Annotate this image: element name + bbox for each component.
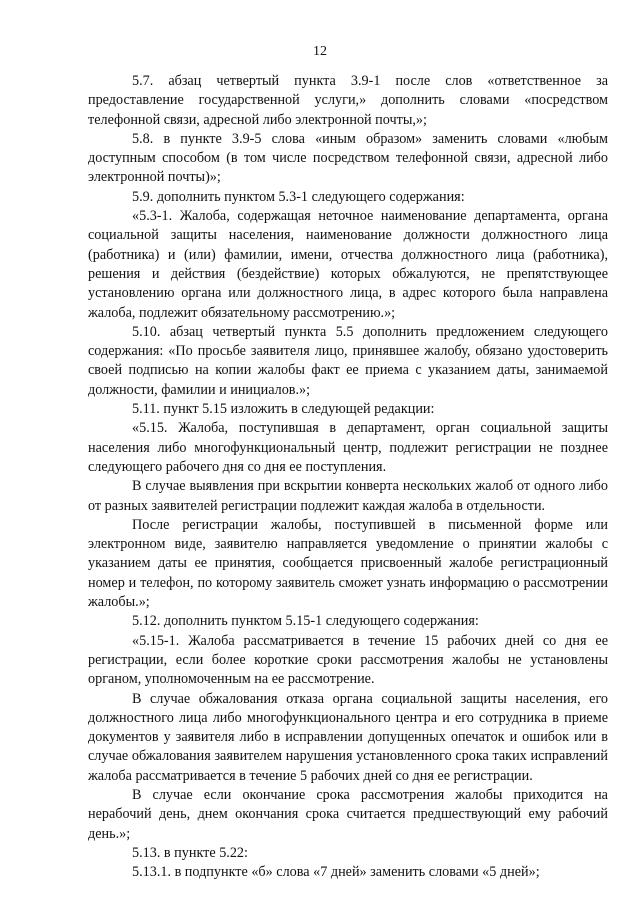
paragraph-multiple-complaints: В случае выявления при вскрытии конверта нескольких жалоб от одного либо от разных заявителей регистрации подлежит каждая жалоба в отдельности. xyxy=(88,478,608,514)
paragraph-5-3-1-quote: «5.3-1. Жалоба, содержащая неточное наименование департамента, органа социальной защиты населения, наименование должности должностного лица (работника) и (или) фамилии, имени, отчества должностного лица (работника), решения и действия (бездействие) которых обжалуются, не препятствующее установлению органа или должностного лица, в адрес которого была направлена жалоба, подлежит обязательному рассмотрению.»; xyxy=(88,208,608,321)
paragraph-5-12: 5.12. дополнить пунктом 5.15-1 следующего содержания: xyxy=(132,613,479,630)
document-body xyxy=(88,72,608,882)
paragraph-5-8: 5.8. в пункте 3.9-5 слова «иным образом» заменить словами «любым доступным способом (в том числе посредством телефонной связи, адресной либо электронной почты)»; xyxy=(88,130,608,186)
paragraph-5-11: 5.11. пункт 5.15 изложить в следующей редакции: xyxy=(132,401,435,418)
paragraph-5-13-1: 5.13.1. в подпункте «б» слова «7 дней» заменить словами «5 дней»; xyxy=(132,864,540,881)
paragraph-refusal-appeal: В случае обжалования отказа органа социальной защиты населения, его должностного лица либо многофункционального центра и его сотрудника в приеме документов у заявителя либо в исправлении допущенных опечаток и ошибок или в случае обжалования заявителем нарушения установленного срока таких исправлений жалоба рассматривается в течение 5 рабочих дней со дня ее регистрации. xyxy=(88,690,608,784)
page-number: 12 xyxy=(313,44,327,59)
paragraph-5-15-quote: «5.15. Жалоба, поступившая в департамент, орган социальной защиты населения либо многофункциональный центр, подлежит регистрации не позднее следующего рабочего дня со дня ее поступления. xyxy=(88,420,608,475)
paragraph-5-7: 5.7. абзац четвертый пункта 3.9-1 после слов «ответственное за предоставление государственной услуги,» дополнить словами «посредством телефонной связи, адресной либо электронной почты,»; xyxy=(88,73,608,128)
paragraph-5-9: 5.9. дополнить пунктом 5.3-1 следующего содержания: xyxy=(132,188,465,205)
paragraph-non-working-day: В случае если окончание срока рассмотрения жалобы приходится на нерабочий день, днем окончания срока считается предшествующий ему рабочий день.»; xyxy=(88,786,608,842)
paragraph-5-10: 5.10. абзац четвертый пункта 5.5 дополнить предложением следующего содержания: «По просьбе заявителя лицо, принявшее жалобу, обязано удостоверить своей подписью на копии жалобы факт ее приема с указанием даты, занимаемой должности, фамилии и инициалов.»; xyxy=(88,323,608,398)
paragraph-registration-notice: После регистрации жалобы, поступившей в письменной форме или электронном виде, заявителю направляется уведомление о принятии жалобы с указанием даты ее принятия, сообщается присвоенный жалобе регистрационный номер и телефон, по которому заявитель сможет узнать информацию о рассмотрении жалобы.»; xyxy=(88,516,608,611)
paragraph-5-15-1-quote: «5.15-1. Жалоба рассматривается в течение 15 рабочих дней со дня ее регистрации, если более короткие сроки рассмотрения жалобы не установлены органом, уполномоченным на ее рассмотрение. xyxy=(88,632,608,688)
paragraph-5-13: 5.13. в пункте 5.22: xyxy=(132,844,248,861)
